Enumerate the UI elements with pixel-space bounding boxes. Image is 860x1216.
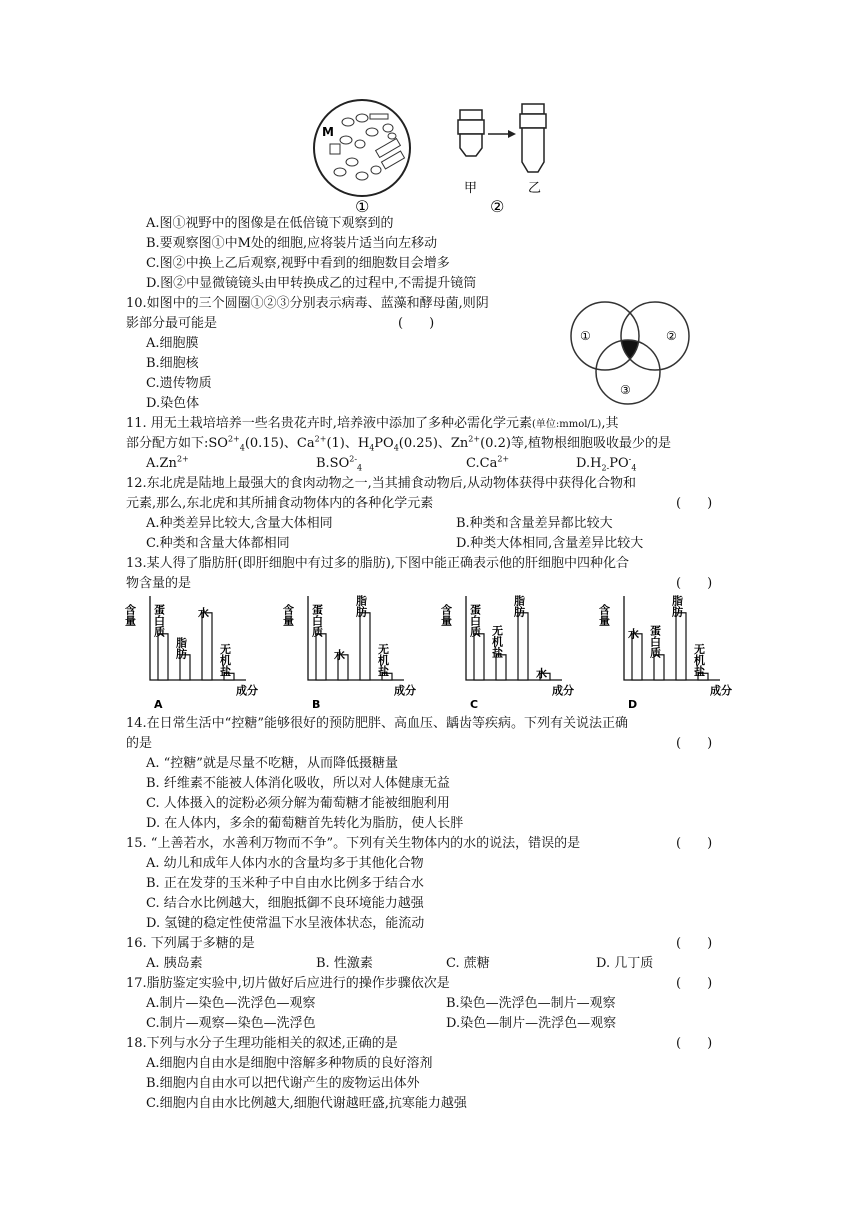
q9-option-b: B.要观察图①中M处的细胞,应将装片适当向左移动 [146, 236, 438, 251]
q14-answer-paren: ( ) [676, 736, 713, 751]
q18-option-a: A.细胞内自由水是细胞中溶解多种物质的良好溶剂 [146, 1056, 433, 1071]
q12-stem-line1: 12.东北虎是陆地上最强大的食肉动物之一,当其捕食动物后,从动物体获得中获得化合物和 [126, 476, 636, 491]
chart-4 [597, 590, 740, 711]
q10-option-d: D.染色体 [146, 396, 200, 411]
chart-bar-label: 脂肪 [670, 594, 684, 617]
chart-bar-label: 水 [196, 606, 210, 618]
chart-xlabel: 成分 [710, 684, 732, 697]
q10-stem-line2: 影部分最可能是 [126, 316, 218, 331]
q15-stem-line1: 15. “上善若水，水善利万物而不争”。下列有关生物体内的水的说法，错误的是 [126, 836, 581, 851]
q12-stem-line2: 元素,那么,东北虎和其所捕食动物体内的各种化学元素 [126, 496, 434, 511]
q17-option-d: D.染色—制片—洗浮色—观察 [446, 1016, 617, 1031]
field-cell-label: M [322, 125, 334, 139]
tube-label-jia: 甲 [464, 181, 478, 196]
venn-circle-2 [621, 302, 689, 370]
chart-ylabel: 含量 [439, 604, 453, 626]
chart-bar-label: 无机盐 [490, 624, 504, 658]
q14-option-b: B. 纤维素不能被人体消化吸收，所以对人体健康无益 [146, 776, 450, 791]
q12-option-d: D.种类大体相同,含量差异比较大 [456, 536, 644, 551]
q12-option-b: B.种类和含量差异都比较大 [456, 516, 613, 531]
q17-option-b: B.染色—洗浮色—制片—观察 [446, 996, 616, 1011]
q13-charts [120, 590, 740, 712]
venn-diagram [560, 300, 700, 400]
q11-option-c: $C.Ca^{2+}$ [466, 454, 510, 471]
q9-option-c: C.图②中换上乙后观察,视野中看到的细胞数目会增多 [146, 256, 450, 271]
q17-option-c: C.制片—观察—染色—洗浮色 [146, 1016, 316, 1031]
chart-bar-label: 蛋白质 [468, 603, 482, 637]
chart-2 [281, 590, 424, 711]
q9-option-d: D.图②中显微镜镜头由甲转换成乙的过程中,不需提升镜筒 [146, 276, 477, 291]
chart-title: D [628, 698, 638, 711]
chart-bar [518, 613, 528, 680]
chart-bar [474, 634, 484, 680]
q9-option-a: A.图①视野中的图像是在低倍镜下观察到的 [146, 216, 394, 231]
objective-lens-short [458, 110, 484, 156]
q12-option-a: A.种类差异比较大,含量大体相同 [146, 516, 333, 531]
q18-stem-line1: 18.下列与水分子生理功能相关的叙述,正确的是 [126, 1036, 398, 1051]
chart-bar [158, 634, 168, 680]
q14-option-c: C. 人体摄入的淀粉必须分解为葡萄糖才能被细胞利用 [146, 796, 450, 811]
q11-option-a: $A.Zn^{2+}$ [146, 454, 189, 471]
chart-bar [632, 634, 642, 680]
chart-bar [202, 613, 212, 680]
q16-stem-line1: 16. 下列属于多糖的是 [126, 936, 255, 951]
chart-bar-label: 无机盐 [218, 643, 232, 677]
chart-bar-label: 无机盐 [692, 643, 706, 677]
chart-bar [360, 613, 370, 680]
q17-option-a: A.制片—染色—洗浮色—观察 [146, 996, 316, 1011]
chart-xlabel: 成分 [394, 684, 416, 697]
svg-text:③: ③ [620, 383, 631, 397]
chart-bar [654, 655, 664, 680]
chart-bar-label: 蛋白质 [310, 603, 324, 637]
chart-bar-label: 水 [332, 648, 346, 660]
q13-stem-line2: 物含量的是 [126, 576, 192, 591]
chart-bar-label: 无机盐 [376, 643, 390, 677]
q10-option-a: A.细胞膜 [146, 336, 199, 351]
figure-2-label: ② [490, 197, 505, 216]
q15-option-c: C. 结合水比例越大，细胞抵御不良环境能力越强 [146, 896, 424, 911]
chart-bar [316, 634, 326, 680]
q18-option-b: B.细胞内自由水可以把代谢产生的废物运出体外 [146, 1076, 420, 1091]
q14-stem-line2: 的是 [126, 736, 153, 751]
chart-bar-label: 蛋白质 [648, 624, 662, 658]
q13-answer-paren: ( ) [676, 576, 713, 591]
chart-bar-label: 蛋白质 [152, 603, 166, 637]
chart-1 [123, 590, 266, 711]
chart-bar-label: 脂肪 [512, 594, 526, 617]
q14-stem-line1: 14.在日常生活中“控糖”能够很好的预防肥胖、高血压、龋齿等疾病。下列有关说法正确 [126, 716, 628, 731]
chart-title: A [154, 698, 163, 711]
chart-bar-label: 脂肪 [174, 636, 188, 659]
q18-answer-paren: ( ) [676, 1036, 713, 1051]
svg-text:①: ① [580, 329, 591, 343]
q11-option-d: $D.H_{2-}PO^-_4$ [576, 454, 637, 473]
chart-bar-label: 水 [534, 667, 548, 679]
q16-option-d: D. 几丁质 [596, 956, 654, 971]
q16-option-a: A. 胰岛素 [146, 956, 203, 971]
q12-option-c: C.种类和含量大体都相同 [146, 536, 290, 551]
q17-answer-paren: ( ) [676, 976, 713, 991]
chart-title: C [470, 698, 479, 711]
chart-ylabel: 含量 [281, 604, 295, 626]
tube-label-yi: 乙 [528, 181, 542, 196]
q10-stem-line1: 10.如图中的三个圆圈①②③分别表示病毒、蓝藻和酵母菌,则阴 [126, 296, 489, 311]
objective-lens-long [520, 104, 546, 172]
q15-option-a: A. 幼儿和成年人体内水的含量均多于其他化合物 [146, 856, 424, 871]
q15-answer-paren: ( ) [676, 836, 713, 851]
q17-stem-line1: 17.脂肪鉴定实验中,切片做好后应进行的操作步骤依次是 [126, 976, 450, 991]
q16-option-c: C. 蔗糖 [446, 956, 490, 971]
chart-title: B [312, 698, 321, 711]
q12-answer-paren: ( ) [676, 496, 713, 511]
chart-ylabel: 含量 [597, 604, 611, 626]
q15-option-d: D. 氢键的稳定性使常温下水呈液体状态，能流动 [146, 916, 425, 931]
svg-text:②: ② [666, 329, 677, 343]
q14-option-d: D. 在人体内，多余的葡萄糖首先转化为脂肪，使人长胖 [146, 816, 464, 831]
q16-answer-paren: ( ) [676, 936, 713, 951]
figure-1-label: ① [355, 197, 370, 216]
q10-option-c: C.遗传物质 [146, 376, 212, 391]
q16-option-b: B. 性激素 [316, 956, 373, 971]
chart-bar-label: 水 [626, 627, 640, 639]
chart-bar-label: 脂肪 [354, 594, 368, 617]
q11-stem-line1: 11. 用无土栽培培养一些名贵花卉时,培养液中添加了多种必需化学元素(单位:mmol/L),其 [126, 416, 619, 431]
q11-option-b: $B.SO^{2-}_4$ [316, 454, 363, 473]
q11-stem-line2: 部分配方如下$:SO^{2+}_4(0.15)$、$Ca^{2+}(1)$、$H_4PO_4(0.25)$、$Zn^{2+}(0.2)$等,植物根细胞吸收最少的是 [126, 434, 672, 453]
q14-option-a: A. “控糖”就是尽量不吃糖，从而降低摄糖量 [146, 756, 398, 771]
chart-xlabel: 成分 [236, 684, 258, 697]
q13-stem-line1: 13.某人得了脂肪肝(即肝细胞中有过多的脂肪),下图中能正确表示他的肝细胞中四种化合 [126, 556, 629, 571]
q18-option-c: C.细胞内自由水比例越大,细胞代谢越旺盛,抗寒能力越强 [146, 1096, 467, 1111]
chart-bar [496, 655, 506, 680]
chart-bar [676, 613, 686, 680]
chart-ylabel: 含量 [123, 604, 137, 626]
chart-3 [439, 590, 582, 711]
q10-answer-paren: ( ) [398, 316, 435, 331]
q10-option-b: B.细胞核 [146, 356, 199, 371]
chart-xlabel: 成分 [552, 684, 574, 697]
microscope-figure [300, 100, 580, 220]
q15-option-b: B. 正在发芽的玉米种子中自由水比例多于结合水 [146, 876, 424, 891]
